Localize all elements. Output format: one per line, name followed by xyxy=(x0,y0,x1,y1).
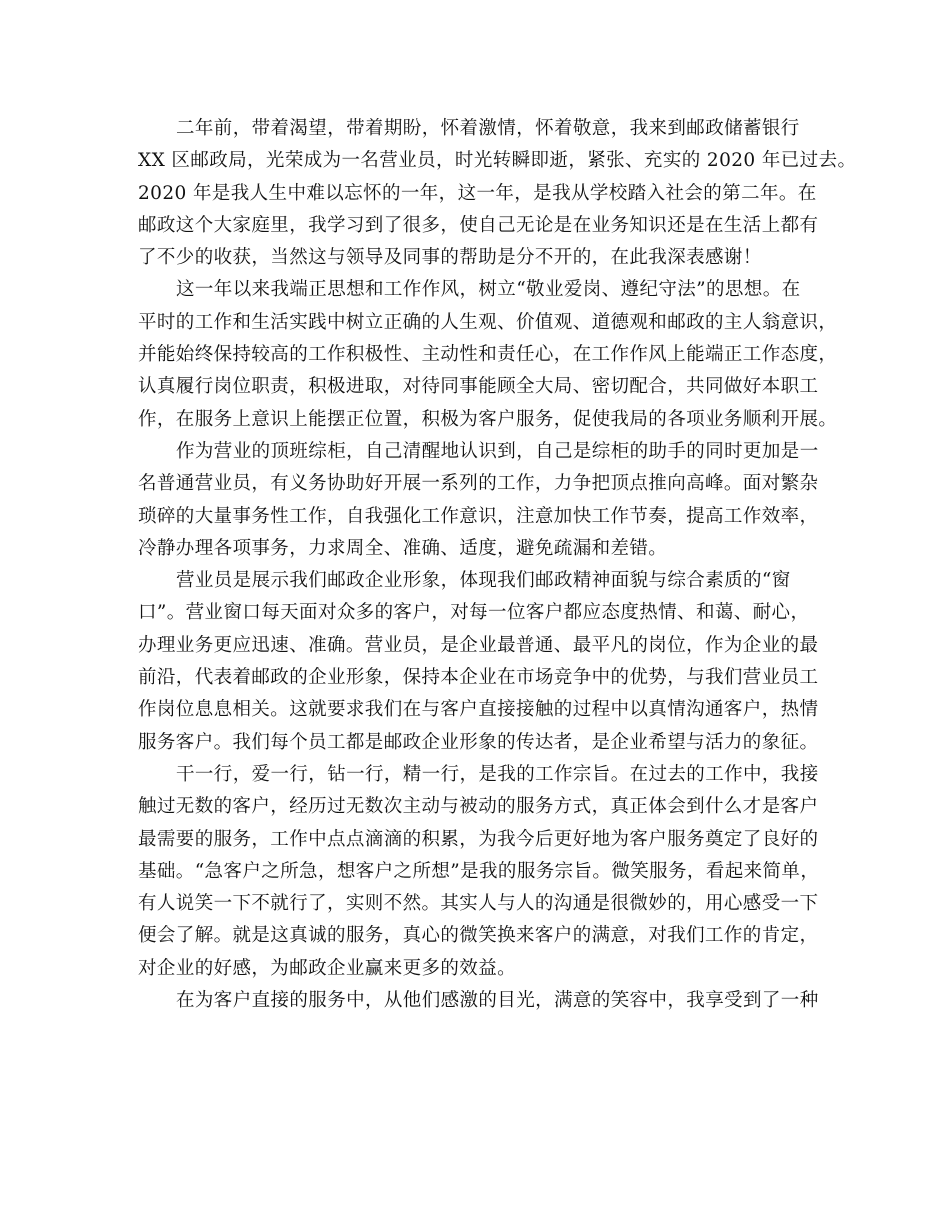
text-line: 基础。“急客户之所急，想客户之所想”是我的服务宗旨。微笑服务，看起来简单， xyxy=(138,860,820,882)
paragraph-5 xyxy=(138,759,822,985)
text-line: XX 区邮政局，光荣成为一名营业员，时光转瞬即逝，紧张、充实的 2020 年已过去。 xyxy=(138,150,857,172)
text-line: 营业员是展示我们邮政企业形象，体现我们邮政精神面貌与综合素质的“窗 xyxy=(176,570,791,592)
text-line: 最需要的服务，工作中点点滴滴的积累，为我今后更好地为客户服务奠定了良好的 xyxy=(138,828,819,850)
text-line: 冷静办理各项事务，力求周全、准确、适度，避免疏漏和差错。 xyxy=(138,537,668,559)
text-line: 并能始终保持较高的工作积极性、主动性和责任心，在工作作风上能端正工作态度， xyxy=(138,344,838,366)
paragraph-2 xyxy=(138,274,838,435)
text-line: 服务客户。我们每个员工都是邮政企业形象的传达者，是企业希望与活力的象征。 xyxy=(138,731,819,753)
text-line: 办理业务更应迅速、准确。营业员，是企业最普通、最平凡的岗位，作为企业的最 xyxy=(138,634,819,656)
text-line: 便会了解。就是这真诚的服务，真心的微笑换来客户的满意，对我们工作的肯定， xyxy=(138,925,819,947)
text-line: 作岗位息息相关。这就要求我们在与客户直接接触的过程中以真情沟通客户，热情 xyxy=(138,699,819,721)
text-line: 名普通营业员，有义务协助好开展一系列的工作，力争把顶点推向高峰。面对繁杂 xyxy=(138,473,819,495)
text-line: 对企业的好感，为邮政企业赢来更多的效益。 xyxy=(138,957,517,979)
text-line: 干一行，爱一行，钻一行，精一行，是我的工作宗旨。在过去的工作中，我接 xyxy=(176,763,819,785)
paragraph-4 xyxy=(138,565,822,759)
text-line: 口”。营业窗口每天面对众多的客户，对每一位客户都应态度热情、和蔼、耐心， xyxy=(138,602,810,624)
document-body xyxy=(138,113,857,1017)
text-line: 认真履行岗位职责，积极进取，对待同事能顾全大局、密切配合，共同做好本职工 xyxy=(138,376,819,398)
text-line: 琐碎的大量事务性工作，自我强化工作意识，注意加快工作节奏，提高工作效率， xyxy=(138,505,819,527)
paragraph-6 xyxy=(138,985,822,1017)
text-line: 有人说笑一下不就行了，实则不然。其实人与人的沟通是很微妙的，用心感受一下 xyxy=(138,893,819,915)
text-line: 邮政这个大家庭里，我学习到了很多，使自己无论是在业务知识还是在生活上都有 xyxy=(138,214,819,236)
text-line: 在为客户直接的服务中，从他们感激的目光，满意的笑容中，我享受到了一种 xyxy=(176,990,819,1012)
text-line: 这一年以来我端正思想和工作作风，树立“敬业爱岗、遵纪守法”的思想。在 xyxy=(176,279,801,301)
text-line: 二年前，带着渴望，带着期盼，怀着激情，怀着敬意，我来到邮政储蓄银行 xyxy=(176,118,800,139)
text-line: 了不少的收获，当然这与领导及同事的帮助是分不开的，在此我深表感谢！ xyxy=(138,247,762,269)
text-line: 平时的工作和生活实践中树立正确的人生观、价值观、道德观和邮政的主人翁意识， xyxy=(138,311,838,333)
text-line: 作为营业的顶班综柜，自己清醒地认识到，自己是综柜的助手的同时更加是一 xyxy=(176,440,819,462)
paragraph-3 xyxy=(138,436,822,565)
text-line: 2020 年是我人生中难以忘怀的一年，这一年，是我从学校踏入社会的第二年。在 xyxy=(138,182,817,204)
text-line: 触过无数的客户，经历过无数次主动与被动的服务方式，真正体会到什么才是客户 xyxy=(138,796,819,818)
paragraph-1 xyxy=(138,113,857,274)
text-line: 前沿，代表着邮政的企业形象，保持本企业在市场竞争中的优势，与我们营业员工 xyxy=(138,667,819,689)
text-line: 作，在服务上意识上能摆正位置，积极为客户服务，促使我局的各项业务顺利开展。 xyxy=(138,408,838,430)
